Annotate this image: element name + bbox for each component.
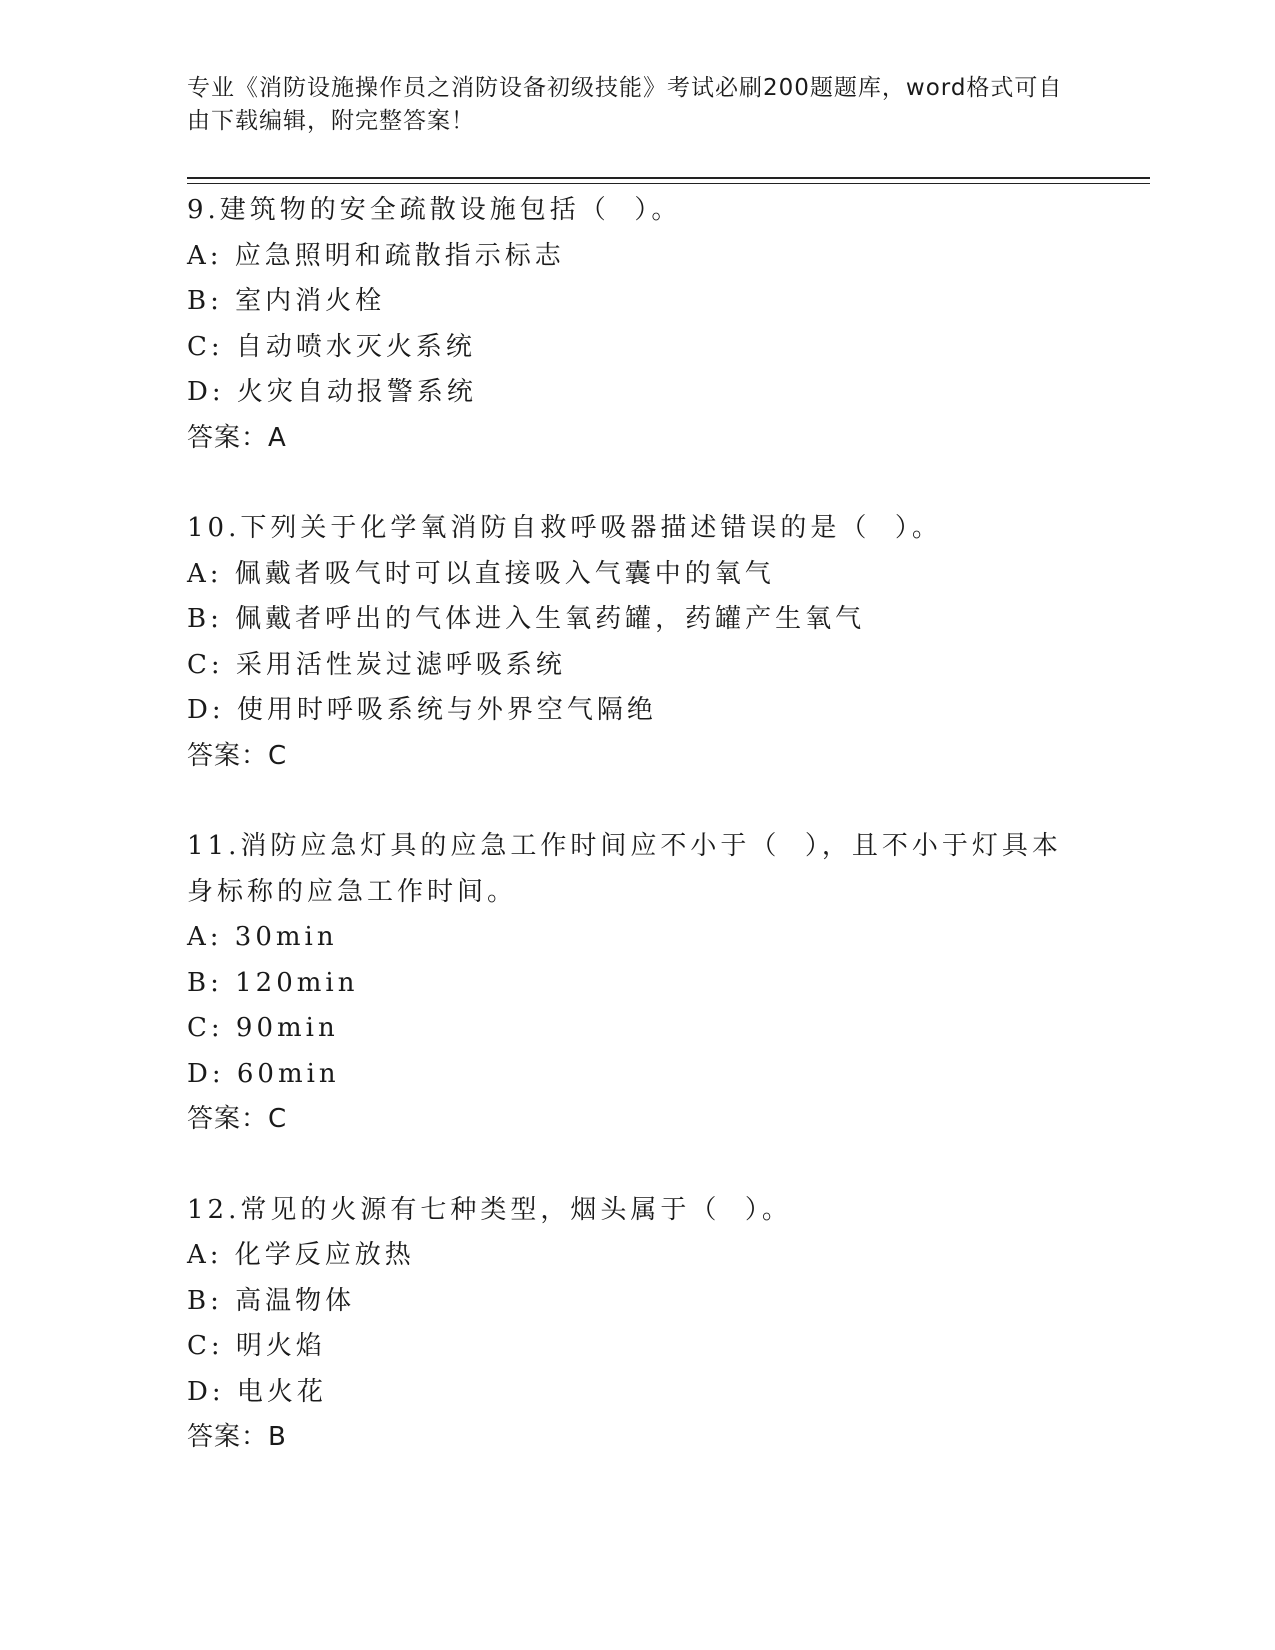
question-9	[187, 188, 1087, 461]
question-stem: 9.建筑物的安全疏散设施包括（ ）。	[187, 195, 682, 225]
option-d: D: 电火花	[187, 1376, 327, 1407]
option-b: B: 佩戴者呼出的气体进入生氧药罐，药罐产生氧气	[187, 604, 866, 634]
option-b: B: 120min	[187, 967, 359, 998]
header-text: 专业《消防设施操作员之消防设备初级技能》考试必刷200题题库，word格式可自由下载编辑，附完整答案！	[187, 75, 1063, 134]
question-stem: 12.常见的火源有七种类型，烟头属于（ ）。	[187, 1194, 792, 1225]
option-c: C: 自动喷水灭火系统	[187, 331, 476, 362]
question-11	[187, 824, 1087, 1143]
option-b: B: 高温物体	[187, 1285, 356, 1316]
question-list	[187, 188, 1087, 1506]
answer-line: 答案：C	[187, 1104, 288, 1134]
option-b: B: 室内消火栓	[187, 286, 386, 316]
header-divider	[187, 177, 1150, 184]
option-c: C: 采用活性炭过滤呼吸系统	[187, 649, 566, 680]
question-stem: 10.下列关于化学氧消防自救呼吸器描述错误的是（ ）。	[187, 513, 942, 543]
option-d: D: 火灾自动报警系统	[187, 377, 477, 407]
option-c: C: 明火焰	[187, 1331, 326, 1361]
option-c: C: 90min	[187, 1013, 339, 1043]
answer-line: 答案：A	[187, 422, 287, 453]
answer-line: 答案：C	[187, 740, 288, 771]
document-header	[187, 72, 1067, 138]
answer-line: 答案：B	[187, 1422, 287, 1452]
option-d: D: 60min	[187, 1058, 340, 1089]
question-stem: 11.消防应急灯具的应急工作时间应不小于（ ），且不小于灯具本身标称的应急工作时间。	[187, 831, 1062, 907]
question-10	[187, 506, 1087, 779]
option-a: A: 应急照明和疏散指示标志	[187, 240, 565, 271]
option-a: A: 佩戴者吸气时可以直接吸入气囊中的氧气	[187, 558, 775, 589]
option-d: D: 使用时呼吸系统与外界空气隔绝	[187, 695, 657, 725]
option-a: A: 化学反应放热	[187, 1240, 415, 1270]
question-12	[187, 1188, 1087, 1461]
option-a: A: 30min	[187, 922, 338, 952]
